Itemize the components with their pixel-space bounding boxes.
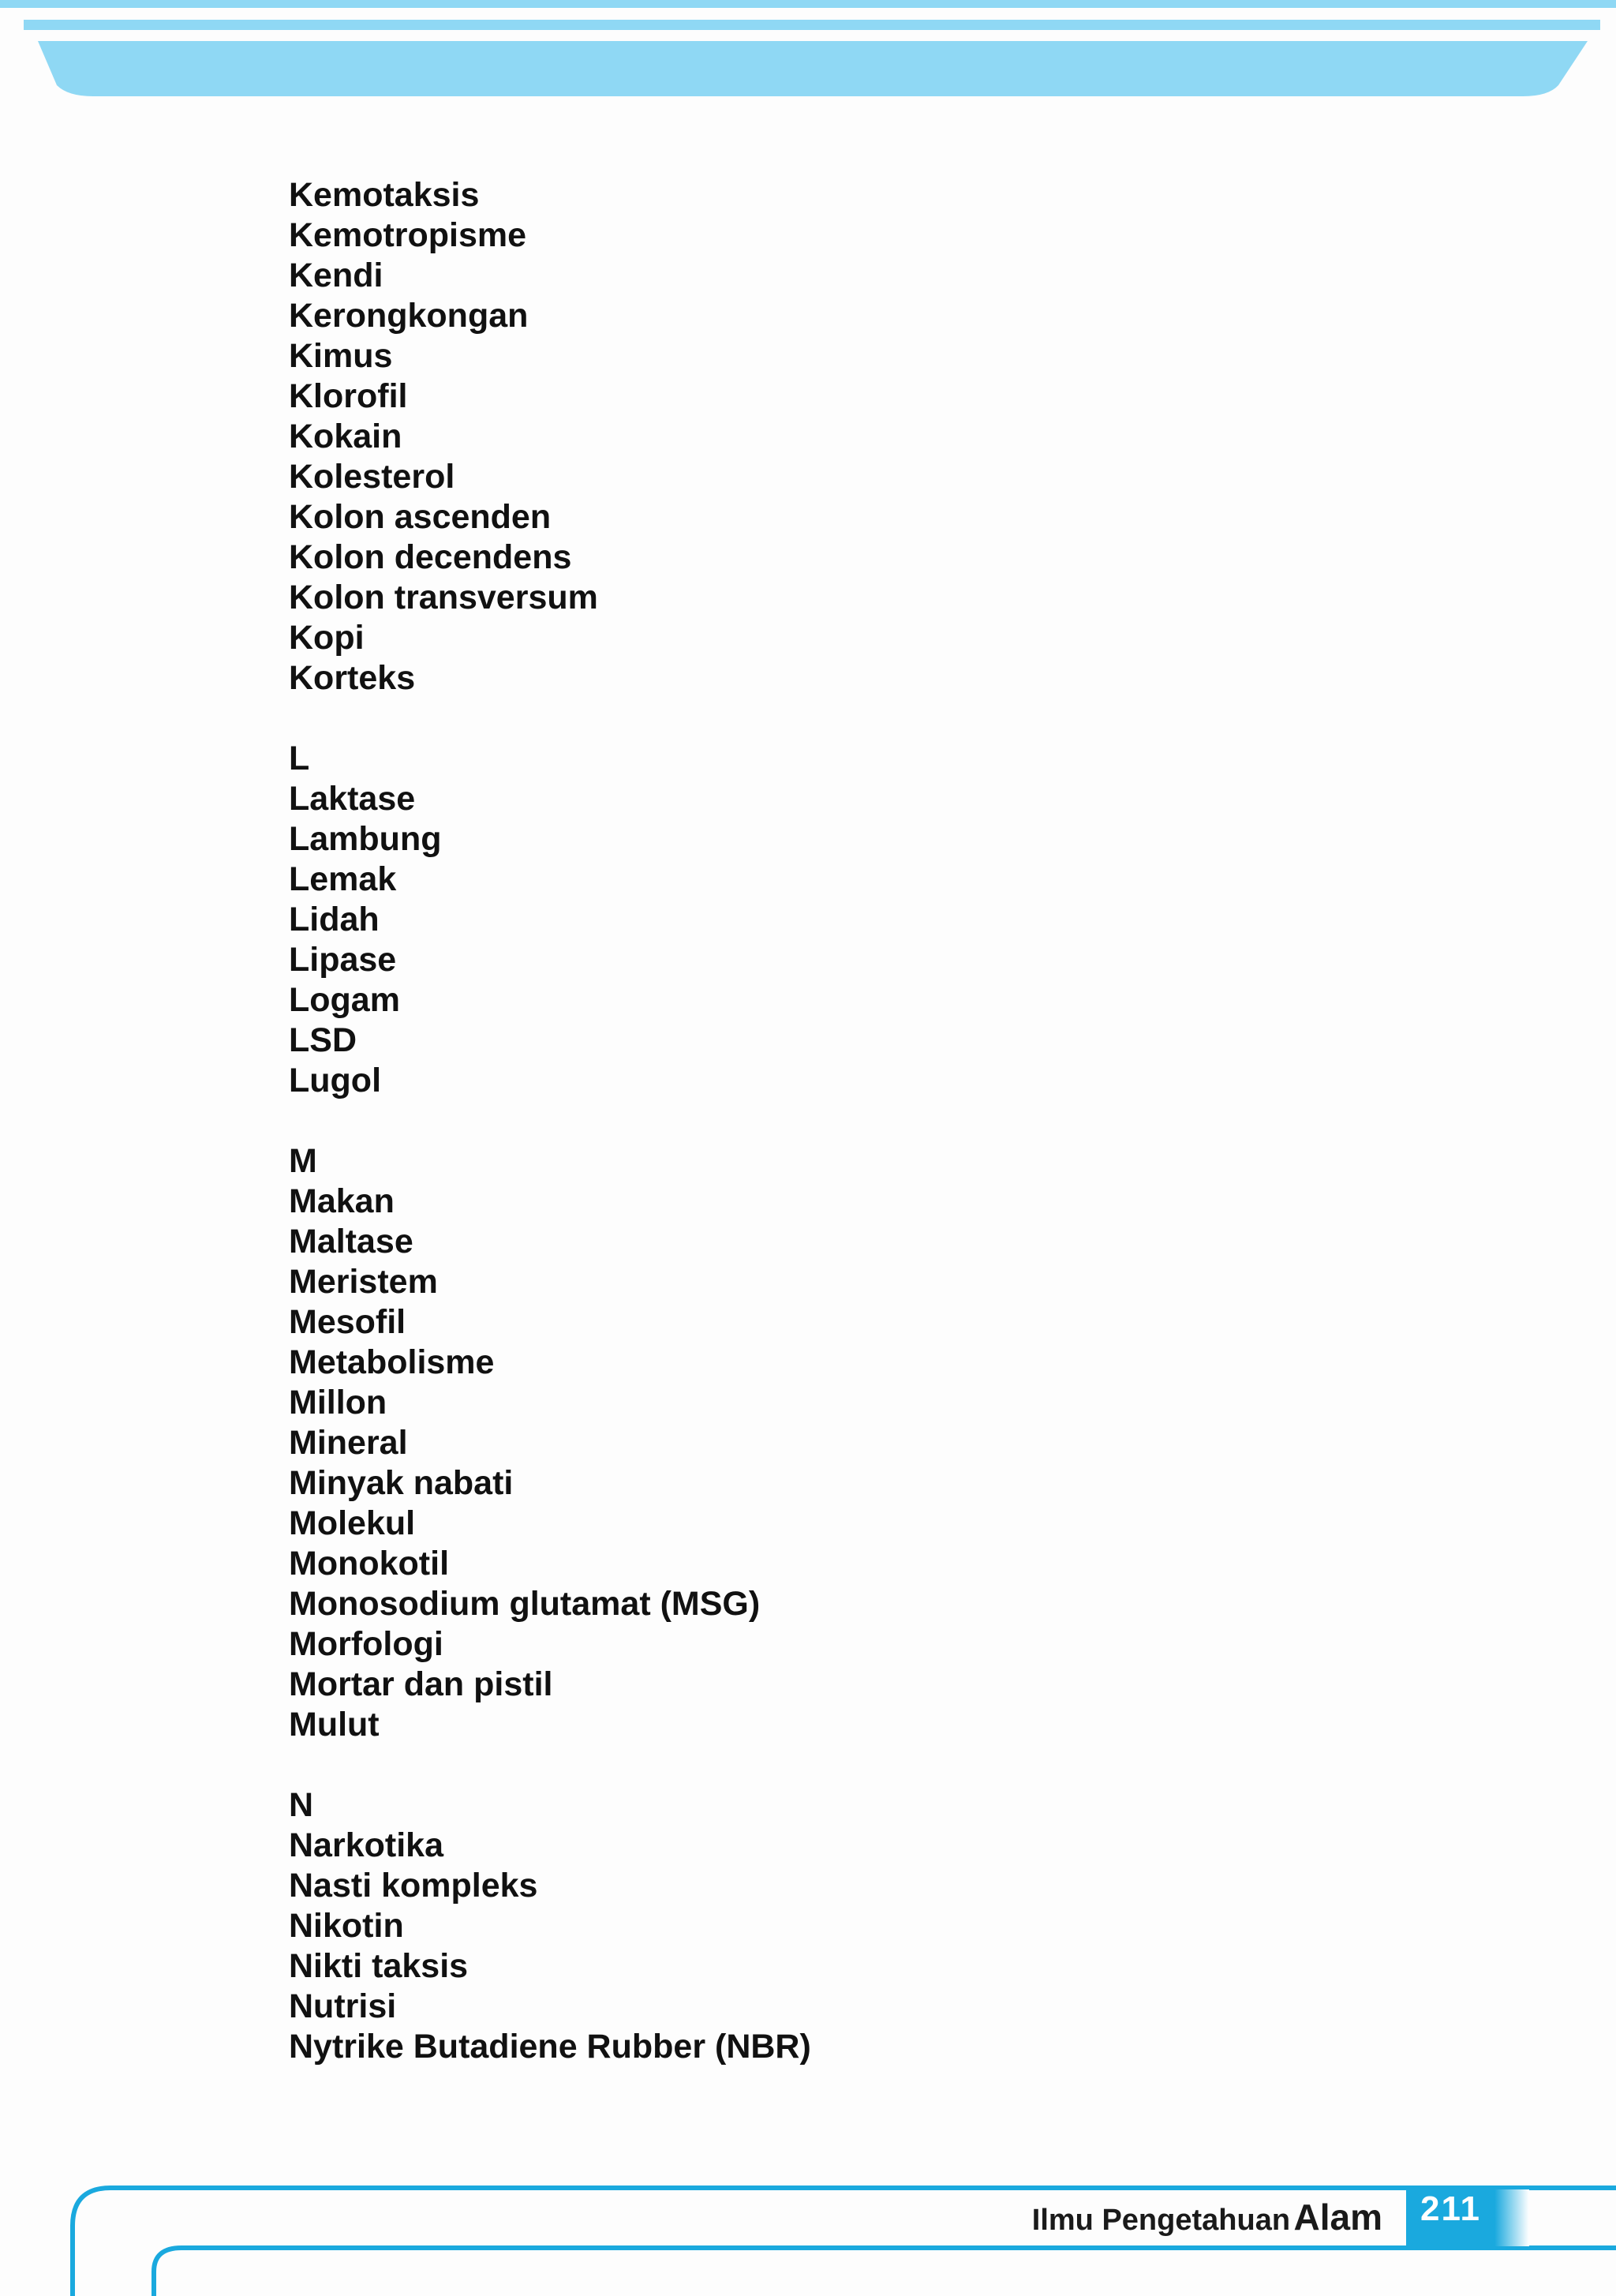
glossary-term: Kokain: [289, 418, 402, 455]
glossary-term: Monokotil: [289, 1545, 450, 1582]
glossary-term: Logam: [289, 981, 400, 1019]
book-title-part2: Alam: [1293, 2197, 1382, 2238]
glossary-term: Nikotin: [289, 1907, 404, 1945]
glossary-term: Laktase: [289, 780, 416, 818]
glossary-term: Nytrike Butadiene Rubber (NBR): [289, 2028, 811, 2066]
section-letter-heading: N: [289, 1786, 314, 1824]
glossary-term: Kendi: [289, 257, 383, 294]
glossary-term: Mulut: [289, 1706, 380, 1744]
section-spacer: [289, 699, 811, 739]
section-spacer: [289, 1745, 811, 1785]
glossary-term: Kopi: [289, 619, 365, 657]
glossary-term: Monosodium glutamat (MSG): [289, 1585, 761, 1623]
book-title: [1032, 2196, 1382, 2238]
glossary-term: Makan: [289, 1182, 395, 1220]
glossary-term: Molekul: [289, 1504, 416, 1542]
glossary-term: Millon: [289, 1384, 387, 1421]
glossary-term: Nasti kompleks: [289, 1867, 538, 1905]
glossary-term: Nutrisi: [289, 1987, 397, 2025]
glossary-term: Morfologi: [289, 1625, 443, 1663]
glossary-term: Mesofil: [289, 1303, 406, 1341]
glossary-term: Minyak nabati: [289, 1464, 514, 1502]
glossary-term: Nikti taksis: [289, 1947, 469, 1985]
glossary-term: Mineral: [289, 1424, 408, 1462]
glossary-term: Kolesterol: [289, 458, 455, 496]
glossary-term: Kemotaksis: [289, 176, 480, 214]
header-band: [0, 0, 1616, 110]
glossary-term: Kemotropisme: [289, 216, 527, 254]
glossary-term: Lambung: [289, 820, 442, 858]
glossary-term: Kolon ascenden: [289, 498, 552, 536]
glossary-term: LSD: [289, 1021, 357, 1059]
glossary-term: Maltase: [289, 1223, 413, 1260]
glossary-term: Korteks: [289, 659, 416, 697]
section-letter-heading: M: [289, 1142, 317, 1180]
glossary-term: Lidah: [289, 901, 380, 938]
glossary-term: Kolon transversum: [289, 579, 598, 616]
glossary-term: Klorofil: [289, 377, 408, 415]
glossary-term: Narkotika: [289, 1826, 443, 1864]
glossary-term: Meristem: [289, 1263, 438, 1301]
glossary-term: Mortar dan pistil: [289, 1665, 553, 1703]
glossary-term: Kolon decendens: [289, 538, 572, 576]
glossary-term: Metabolisme: [289, 1343, 495, 1381]
glossary-term: Lipase: [289, 941, 397, 979]
glossary-term: Kimus: [289, 337, 393, 375]
page-number: 211: [1420, 2189, 1481, 2228]
section-letter-heading: L: [289, 740, 310, 777]
glossary-term: Kerongkongan: [289, 297, 529, 335]
glossary-index-list: [289, 175, 811, 2067]
book-title-part1: Ilmu Pengetahuan: [1031, 2204, 1291, 2237]
glossary-term: Lugol: [289, 1062, 382, 1099]
glossary-term: Lemak: [289, 860, 397, 898]
section-spacer: [289, 1101, 811, 1141]
